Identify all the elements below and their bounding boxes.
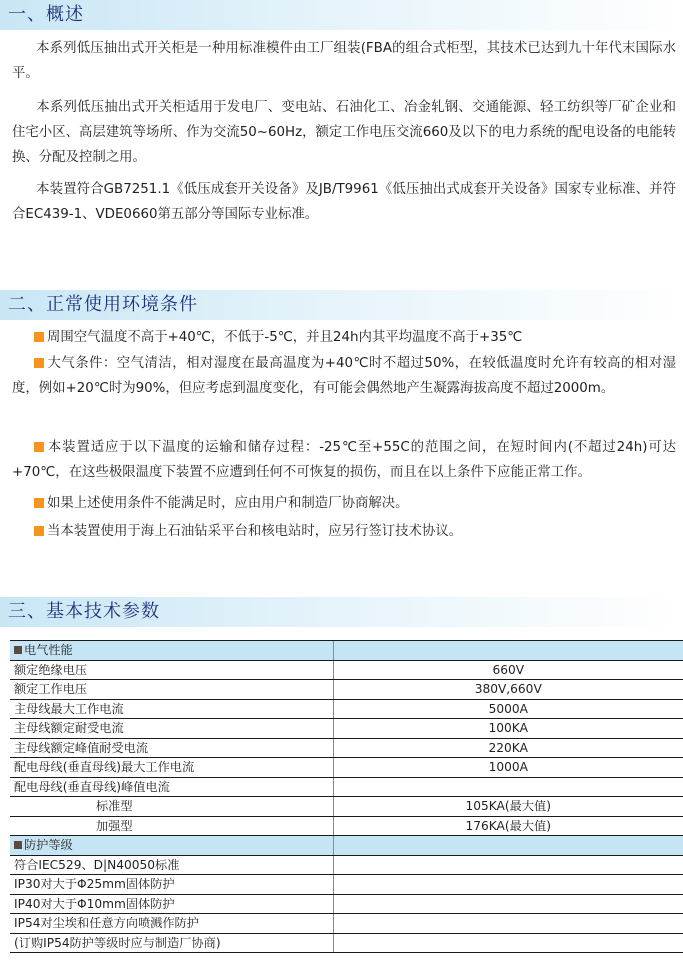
section-header-parameters — [0, 597, 683, 627]
param-label: 额定绝缘电压 — [10, 660, 333, 680]
paragraph-text: 本系列低压抽出式开关柜适用于发电厂、变电站、石油化工、冶金轧钢、交通能源、轻工纺织等厂矿企业和住宅小区、高层建筑等场所、作为交流50~60Hz，额定工作电压交流660及以下的电力系统的配电设备的电能转换、分配及控制之用。 — [12, 100, 676, 165]
table-row — [10, 777, 683, 797]
param-label: 配电母线(垂直母线)最大工作电流 — [10, 758, 333, 778]
condition-text: 如果上述使用条件不能满足时，应由用户和制造厂协商解决。 — [47, 496, 409, 511]
table-row — [10, 738, 683, 758]
param-value: 176KA(最大值) — [333, 816, 683, 836]
paragraph-text: 本系列低压抽出式开关柜是一种用标准模件由工厂组装(FBA的组合式柜型，其技术已达到九十年代末国际水平。 — [12, 41, 676, 81]
table-row — [10, 933, 683, 953]
category-label: 防护等级 — [10, 836, 333, 856]
section-title: 一、概述 — [8, 4, 84, 25]
table-row — [10, 699, 683, 719]
table-row — [10, 797, 683, 817]
condition-item — [12, 325, 676, 350]
param-label: 额定工作电压 — [10, 680, 333, 700]
param-value: 105KA(最大值) — [333, 797, 683, 817]
condition-text: 本装置适应于以下温度的运输和储存过程：-25℃至+55C的范围之间，在短时间内(不超过24h)可达+70℃，在这些极限温度下装置不应遭到任何不可恢复的损伤，而且在以上条件下应能正常工作。 — [12, 440, 676, 480]
bullet-icon — [34, 526, 44, 536]
table-row — [10, 660, 683, 680]
condition-item — [12, 351, 676, 401]
table-row — [10, 680, 683, 700]
condition-item — [12, 435, 676, 485]
protection-item: IP54对尘埃和任意方向喷溅作防护 — [10, 914, 333, 934]
param-value: 660V — [333, 660, 683, 680]
table-row — [10, 894, 683, 914]
table-row — [10, 816, 683, 836]
protection-item: IP30对大于Φ25mm固体防护 — [10, 875, 333, 895]
table-row — [10, 914, 683, 934]
condition-text: 当本装置使用于海上石油钻采平台和核电站时，应另行签订技术协议。 — [47, 524, 463, 539]
param-label: 标准型 — [10, 797, 333, 817]
section-header-environment — [0, 290, 683, 320]
param-label: 主母线额定耐受电流 — [10, 719, 333, 739]
table-row — [10, 855, 683, 875]
param-value: 220KA — [333, 738, 683, 758]
table-category-row — [10, 641, 683, 661]
param-label: 配电母线(垂直母线)峰值电流 — [10, 777, 333, 797]
protection-item: (订购IP54防护等级时应与制造厂协商) — [10, 933, 333, 953]
condition-text: 周围空气温度不高于+40℃，不低于-5℃，并且24h内其平均温度不高于+35℃ — [47, 330, 523, 345]
table-category-row — [10, 836, 683, 856]
paragraph — [12, 36, 676, 86]
param-value: 380V,660V — [333, 680, 683, 700]
condition-text: 大气条件：空气清洁，相对湿度在最高温度为+40℃时不超过50%，在较低温度时允许有较高的相对湿度，例如+20℃时为90%，但应考虑到温度变化，有可能会偶然地产生凝露海拔高度不超过2000m。 — [12, 356, 676, 396]
param-value: 5000A — [333, 699, 683, 719]
param-value — [333, 777, 683, 797]
protection-item: IP40对大于Φ10mm固体防护 — [10, 894, 333, 914]
table-row — [10, 758, 683, 778]
bullet-icon — [34, 358, 44, 368]
paragraph — [12, 177, 676, 227]
param-label: 主母线最大工作电流 — [10, 699, 333, 719]
condition-item — [12, 519, 676, 544]
square-bullet-icon — [14, 646, 22, 654]
parameters-table — [10, 640, 683, 953]
paragraph — [12, 95, 676, 170]
condition-item — [12, 491, 676, 516]
param-value: 1000A — [333, 758, 683, 778]
paragraph-text: 本装置符合GB7251.1《低压成套开关设备》及JB/T9961《低压抽出式成套开关设备》国家专业标准、并符合EC439-1、VDE0660第五部分等国际专业标准。 — [12, 182, 676, 222]
param-value: 100KA — [333, 719, 683, 739]
table-row — [10, 719, 683, 739]
protection-item: 符合IEC529、D|N40050标准 — [10, 855, 333, 875]
section-title: 二、正常使用环境条件 — [8, 294, 198, 315]
param-label: 加强型 — [10, 816, 333, 836]
section-header-overview — [0, 0, 683, 30]
bullet-icon — [34, 442, 44, 452]
param-label: 主母线额定峰值耐受电流 — [10, 738, 333, 758]
square-bullet-icon — [14, 841, 22, 849]
table-row — [10, 875, 683, 895]
section-title: 三、基本技术参数 — [8, 601, 160, 622]
bullet-icon — [34, 498, 44, 508]
bullet-icon — [34, 332, 44, 342]
category-label: 电气性能 — [10, 641, 333, 661]
